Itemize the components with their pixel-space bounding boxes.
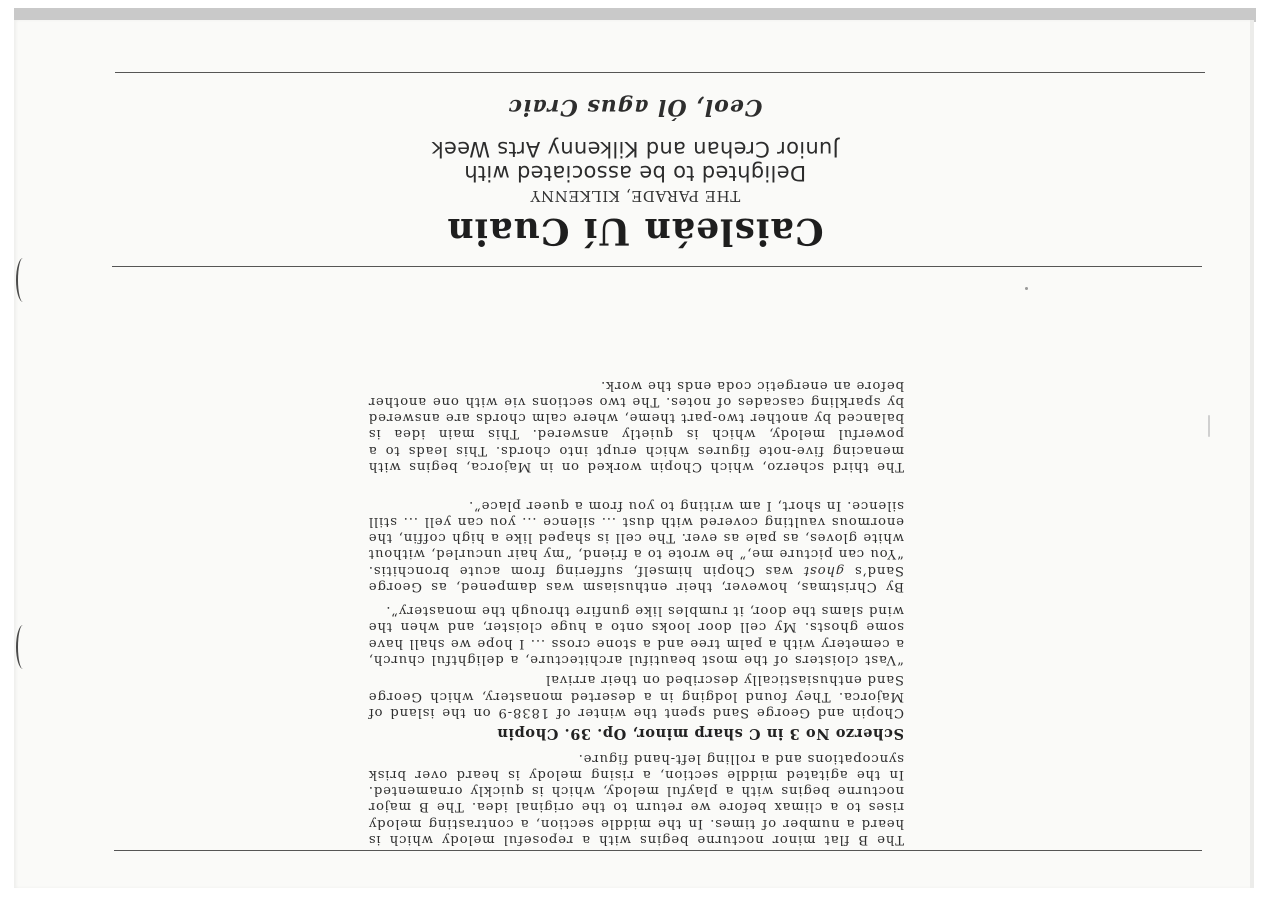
advert-line-2: Junior Crehan and Kilkenny Arts Week xyxy=(431,137,839,161)
cloisters-quote-paragraph: “Vast cloisters of the most beautiful architecture, a delightful church, a cemetery with a palm tree and a stone cross ... I hope we shall have some ghosts. My cell door looks onto a huge cloister, and when the wind slams the door, it rumbles like gunfire through the monastery”. xyxy=(368,603,904,667)
christmas-emphasis: ghost xyxy=(803,562,845,578)
christmas-text-start: By Christmas, however, their enthusiasm was dampened, as George Sand’s xyxy=(368,562,904,594)
scherzo-heading: Scherzo No 3 in C sharp minor, Op. 39. Chopin xyxy=(496,725,904,742)
nocturnes-paragraph: The B flat minor nocturne begins with a reposeful melody which is heard a number of times. In the middle section, a contrasting melody rises to a climax before we return to the original idea. The B major nocturne begins with a playful melody, which is quickly ornamented. In the agitated middle section, a rising melody is heard over brisk syncopations and a rolling left-hand figure. xyxy=(368,750,904,847)
advert-line-1: Delighted to be associated with xyxy=(463,161,807,185)
third-scherzo-paragraph: The third scherzo, which Chopin worked on in Majorca, begins with menacing five-note figures which erupt into chords. This leads to a powerful melody, which is quietly answered. This main idea is balanced by another two-part theme, where calm chords are answered by sparkling cascades of notes. The two sections vie with one another before an energetic coda ends the work. xyxy=(368,377,904,474)
christmas-text-end: was Chopin himself, suffering from acute bronchitis. “You can picture me,” he wrote to a friend, “my hair uncurled, without white gloves, as pale as ever. The cell is shaped like a high coffin, the enormous vaulting covered with dust ... silence ... you can yell ... still silence. In short, I am writing to you from a queer place”. xyxy=(368,497,904,578)
rule-top xyxy=(115,72,1205,73)
advert-slogan: Ceol, Ól agus Craic xyxy=(507,94,763,120)
scherzo-intro-paragraph: Chopin and George Sand spent the winter of 1838-9 on the island of Majorca. They found lodging in a deserted monastery, which George Sand enthusiastically described on their arrival xyxy=(368,672,904,720)
advert-title: Caisleán Uí Cuain xyxy=(446,210,824,252)
rule-bottom xyxy=(114,850,1202,851)
advert-address: THE PARADE, KILKENNY xyxy=(529,187,741,205)
rule-advert-bottom xyxy=(112,266,1202,267)
christmas-paragraph xyxy=(368,496,904,594)
